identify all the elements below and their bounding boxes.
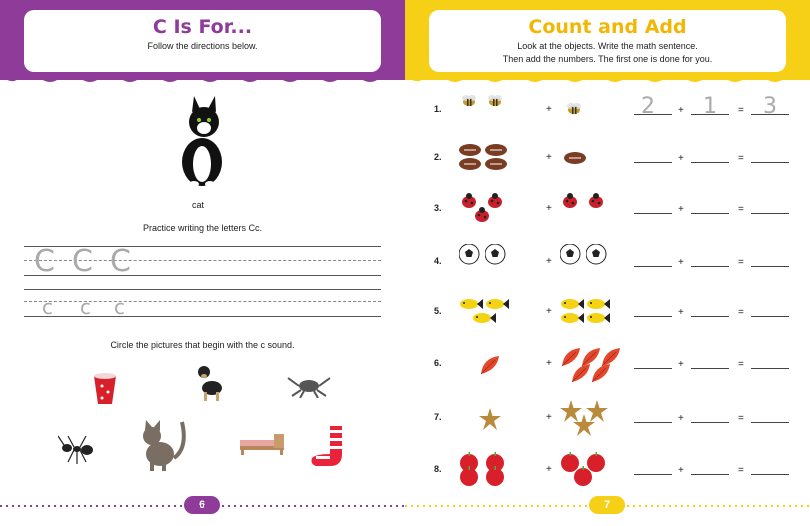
answer-value: 3 xyxy=(763,94,777,119)
plus-sign: + xyxy=(678,413,684,424)
starfish-icon xyxy=(573,414,597,438)
plus-sign: + xyxy=(678,359,684,370)
trace-letter: C xyxy=(72,244,93,279)
yellow-fish-icon xyxy=(560,308,584,332)
answer-blank-1[interactable] xyxy=(634,266,672,267)
trace-letter: C xyxy=(34,244,55,279)
circle-instruction: Circle the pictures that begin with the c sound. xyxy=(110,340,295,350)
word-label: cat xyxy=(192,200,205,210)
problem-number: 1. xyxy=(434,104,442,114)
cat-image xyxy=(170,92,234,188)
equals-sign: = xyxy=(738,413,744,424)
yellow-fish-icon xyxy=(586,308,610,332)
plus-sign: + xyxy=(546,104,552,115)
right-page xyxy=(405,0,810,526)
plus-sign: + xyxy=(678,465,684,476)
plus-sign: + xyxy=(678,307,684,318)
equals-sign: = xyxy=(738,105,744,116)
answer-blank-2[interactable] xyxy=(691,474,729,475)
instruction-line-2: Then add the numbers. The first one is done for you. xyxy=(502,54,713,64)
ladybug-icon xyxy=(560,191,584,215)
problem-row xyxy=(429,191,799,231)
answer-blank-sum[interactable] xyxy=(751,162,789,163)
plus-sign: + xyxy=(546,358,552,369)
soccer-ball-icon xyxy=(459,244,483,268)
problem-number: 4. xyxy=(434,256,442,266)
problem-row xyxy=(429,294,799,334)
equals-sign: = xyxy=(738,307,744,318)
football-icon xyxy=(485,154,509,178)
problem-number: 8. xyxy=(434,464,442,474)
answer-blank-1[interactable] xyxy=(634,316,672,317)
page-number-left: 6 xyxy=(184,496,220,514)
page-title: Count and Add xyxy=(528,16,687,38)
problem-number: 5. xyxy=(434,306,442,316)
wave-edge xyxy=(0,74,405,86)
trace-letter: c xyxy=(114,295,125,319)
bee-icon xyxy=(564,100,588,124)
yellow-fish-icon xyxy=(472,308,496,332)
answer-blank-1[interactable] xyxy=(634,162,672,163)
answer-blank-sum[interactable] xyxy=(751,474,789,475)
answer-blank-2[interactable] xyxy=(691,162,729,163)
answer-blank-sum[interactable] xyxy=(751,213,789,214)
plus-sign: + xyxy=(678,105,684,116)
dog-image[interactable] xyxy=(194,362,226,402)
answer-blank-1[interactable] xyxy=(634,368,672,369)
page-number-right: 7 xyxy=(589,496,625,514)
cup-image[interactable] xyxy=(90,370,120,408)
answer-blank-1[interactable] xyxy=(634,474,672,475)
apple-icon xyxy=(485,466,509,490)
plus-sign: + xyxy=(546,203,552,214)
wave-edge xyxy=(405,74,810,86)
practice-instruction: Practice writing the letters Cc. xyxy=(142,223,263,233)
right-title-box xyxy=(429,10,786,72)
answer-blank-2[interactable] xyxy=(691,213,729,214)
plus-sign: + xyxy=(546,152,552,163)
plus-sign: + xyxy=(678,204,684,215)
answer-blank-sum[interactable] xyxy=(751,368,789,369)
problem-row xyxy=(429,346,799,386)
bed-image[interactable] xyxy=(238,432,286,456)
answer-blank-sum[interactable] xyxy=(751,316,789,317)
problem-number: 2. xyxy=(434,152,442,162)
trace-row-lowercase xyxy=(24,289,381,319)
problem-row xyxy=(429,452,799,492)
left-banner xyxy=(0,0,405,80)
plus-sign: + xyxy=(546,306,552,317)
bee-icon xyxy=(485,92,509,116)
answer-blank-sum[interactable] xyxy=(751,266,789,267)
answer-blank-2[interactable] xyxy=(691,422,729,423)
starfish-icon xyxy=(479,408,503,432)
plus-sign: + xyxy=(678,153,684,164)
equals-sign: = xyxy=(738,153,744,164)
problem-number: 3. xyxy=(434,203,442,213)
plus-sign: + xyxy=(546,256,552,267)
instruction-line-1: Look at the objects. Write the math sentence. xyxy=(517,41,698,51)
right-banner xyxy=(405,0,810,80)
apple-icon xyxy=(459,466,483,490)
answer-blank-2[interactable] xyxy=(691,368,729,369)
soccer-ball-icon xyxy=(560,244,584,268)
footer-dotted-line xyxy=(0,504,810,508)
answer-blank-1[interactable] xyxy=(634,422,672,423)
answer-blank-2[interactable] xyxy=(691,316,729,317)
bee-icon xyxy=(459,92,483,116)
page-title: C Is For... xyxy=(152,16,253,38)
problem-row xyxy=(429,400,799,440)
trace-row-uppercase xyxy=(24,244,381,279)
answer-value: 2 xyxy=(641,94,655,119)
equals-sign: = xyxy=(738,257,744,268)
equals-sign: = xyxy=(738,465,744,476)
plus-sign: + xyxy=(546,464,552,475)
soccer-ball-icon xyxy=(586,244,610,268)
leaf-icon xyxy=(479,354,503,378)
answer-blank-2[interactable] xyxy=(691,266,729,267)
leaf-icon xyxy=(590,362,614,386)
apple-icon xyxy=(573,466,597,490)
equals-sign: = xyxy=(738,204,744,215)
answer-value: 1 xyxy=(703,94,717,119)
problem-number: 6. xyxy=(434,358,442,368)
answer-blank-1[interactable] xyxy=(634,213,672,214)
trace-letter: c xyxy=(80,295,91,319)
left-title-box xyxy=(24,10,381,72)
trace-letter: C xyxy=(110,244,131,279)
football-icon xyxy=(459,154,483,178)
soccer-ball-icon xyxy=(485,244,509,268)
plus-sign: + xyxy=(546,412,552,423)
sock-image[interactable] xyxy=(308,424,348,470)
football-icon xyxy=(564,148,588,172)
problem-row xyxy=(429,140,799,180)
ladybug-icon xyxy=(586,191,610,215)
ladybug-icon xyxy=(472,205,496,229)
subtitle: Follow the directions below. xyxy=(147,41,258,51)
equals-sign: = xyxy=(738,359,744,370)
problem-row xyxy=(429,244,799,284)
trace-letter: c xyxy=(42,295,53,319)
crab-image[interactable] xyxy=(286,372,332,398)
plus-sign: + xyxy=(678,257,684,268)
ant-image[interactable] xyxy=(58,432,96,466)
problem-row xyxy=(429,92,799,132)
answer-blank-sum[interactable] xyxy=(751,422,789,423)
cat-photo-image[interactable] xyxy=(138,418,190,472)
problem-number: 7. xyxy=(434,412,442,422)
